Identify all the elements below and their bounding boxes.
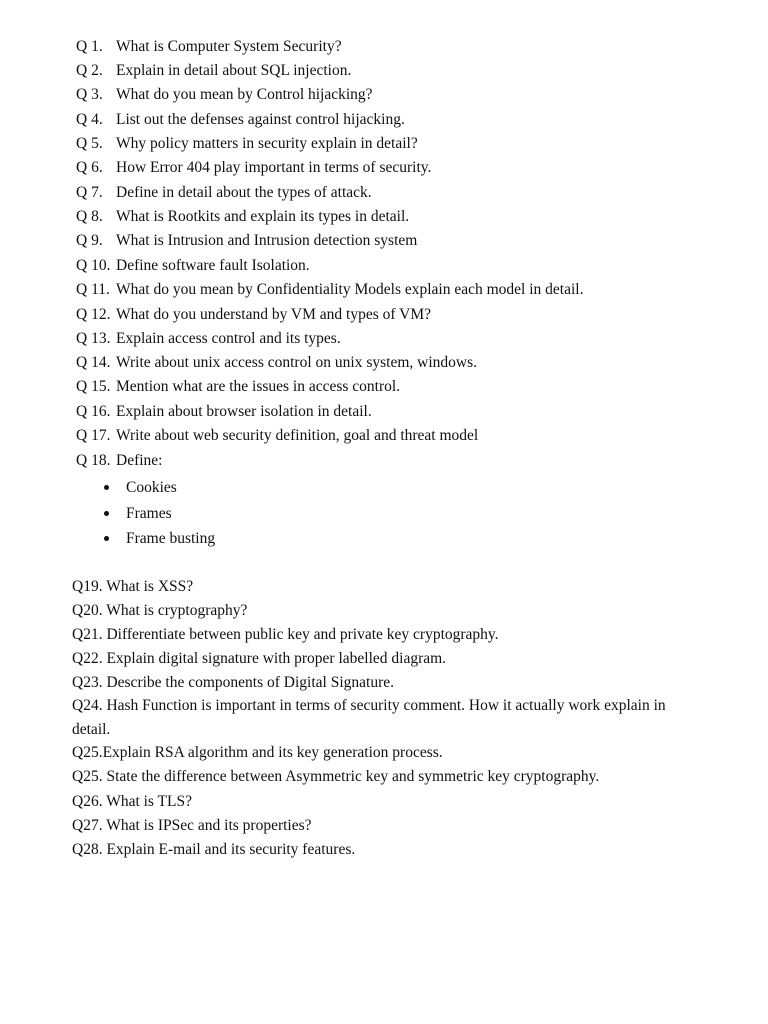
question-item — [72, 674, 394, 692]
question-number: Q26. — [72, 793, 103, 810]
question-number: Q 13. — [76, 330, 111, 347]
question-text: Define in detail about the types of attack. — [116, 184, 372, 201]
question-text: What do you mean by Control hijacking? — [116, 86, 373, 103]
bullet-text: Frame busting — [126, 530, 216, 547]
bullet-dot-icon — [104, 536, 109, 541]
question-number: Q 17. — [76, 427, 111, 444]
question-item — [76, 86, 373, 104]
question-text: Explain digital signature with proper labelled diagram. — [106, 650, 447, 667]
question-number: Q23. — [72, 674, 103, 691]
bullet-item — [104, 479, 304, 497]
question-text: What is IPSec and its properties? — [106, 817, 312, 834]
bullet-text: Cookies — [126, 479, 177, 496]
question-number: Q 16. — [76, 403, 111, 420]
question-item — [76, 208, 409, 226]
question-text: How Error 404 play important in terms of security. — [116, 159, 432, 176]
question-number: Q27. — [72, 817, 103, 834]
question-number: Q22. — [72, 650, 103, 667]
question-number: Q21. — [72, 626, 103, 643]
question-number: Q 10. — [76, 257, 111, 274]
question-text: Mention what are the issues in access control. — [116, 378, 401, 395]
question-number: Q 18. — [76, 452, 111, 469]
question-item — [72, 626, 499, 644]
question-item — [76, 281, 583, 299]
question-number: Q20. — [72, 602, 103, 619]
question-item — [76, 38, 342, 56]
question-item — [76, 330, 341, 348]
question-text: What is XSS? — [106, 578, 194, 595]
question-text: Explain access control and its types. — [116, 330, 341, 347]
question-number: Q 6. — [76, 159, 103, 176]
bullet-dot-icon — [104, 485, 109, 490]
question-number: Q 14. — [76, 354, 111, 371]
question-item — [72, 744, 443, 762]
question-item — [76, 354, 477, 372]
question-number: Q 11. — [76, 281, 110, 298]
question-number: Q19. — [72, 578, 103, 595]
question-item — [72, 817, 312, 835]
question-number: Q 4. — [76, 111, 103, 128]
question-number: Q25. — [72, 768, 103, 785]
question-text: Define software fault Isolation. — [116, 257, 310, 274]
question-number: Q 3. — [76, 86, 103, 103]
question-number: Q28. — [72, 841, 103, 858]
question-text: Explain RSA algorithm and its key generation process. — [102, 744, 443, 761]
question-item — [76, 257, 310, 275]
question-number: Q 5. — [76, 135, 103, 152]
question-text: Explain about browser isolation in detail. — [116, 403, 372, 420]
question-text: Hash Function is important in terms of security comment. How it actually work explain in detail. — [72, 697, 666, 738]
question-item — [72, 694, 682, 742]
question-number: Q 2. — [76, 62, 103, 79]
question-item — [76, 232, 417, 250]
question-number: Q 8. — [76, 208, 103, 225]
question-number: Q 9. — [76, 232, 103, 249]
bullet-item — [104, 530, 304, 548]
question-text: What is Rootkits and explain its types in detail. — [116, 208, 410, 225]
question-number: Q24. — [72, 697, 103, 714]
question-item — [72, 841, 355, 859]
question-item — [72, 650, 446, 668]
question-item — [72, 793, 192, 811]
bullet-text: Frames — [126, 505, 172, 522]
question-text: Define: — [116, 452, 163, 469]
bullet-item — [104, 505, 304, 523]
question-text: What is cryptography? — [106, 602, 248, 619]
question-text: Why policy matters in security explain in detail? — [116, 135, 418, 152]
question-item — [76, 135, 418, 153]
question-number: Q 7. — [76, 184, 103, 201]
question-text: Describe the components of Digital Signature. — [106, 674, 394, 691]
question-text: State the difference between Asymmetric key and symmetric key cryptography. — [106, 768, 600, 785]
question-text: What do you mean by Confidentiality Models explain each model in detail. — [116, 281, 584, 298]
question-text: List out the defenses against control hijacking. — [116, 111, 405, 128]
question-item — [76, 62, 351, 80]
question-item — [72, 768, 599, 786]
question-text: Write about web security definition, goal and threat model — [116, 427, 479, 444]
question-item — [76, 306, 431, 324]
question-text: What is Intrusion and Intrusion detection system — [116, 232, 418, 249]
question-item — [76, 159, 431, 177]
question-text: Explain in detail about SQL injection. — [116, 62, 352, 79]
question-number: Q 15. — [76, 378, 111, 395]
question-text: Explain E-mail and its security features. — [106, 841, 356, 858]
question-number: Q 1. — [76, 38, 103, 55]
question-item — [76, 111, 405, 129]
question-text: What do you understand by VM and types of VM? — [116, 306, 431, 323]
question-text: Differentiate between public key and private key cryptography. — [106, 626, 499, 643]
question-item — [72, 578, 193, 596]
question-item — [76, 378, 400, 396]
bullet-dot-icon — [104, 511, 109, 516]
question-item — [76, 184, 372, 202]
question-text: Write about unix access control on unix system, windows. — [116, 354, 477, 371]
question-item — [72, 602, 247, 620]
question-item — [76, 427, 478, 445]
question-text: What is TLS? — [106, 793, 192, 810]
question-number: Q 12. — [76, 306, 111, 323]
question-number: Q25. — [72, 744, 103, 761]
question-item — [76, 452, 162, 470]
question-item — [76, 403, 372, 421]
question-text: What is Computer System Security? — [116, 38, 342, 55]
